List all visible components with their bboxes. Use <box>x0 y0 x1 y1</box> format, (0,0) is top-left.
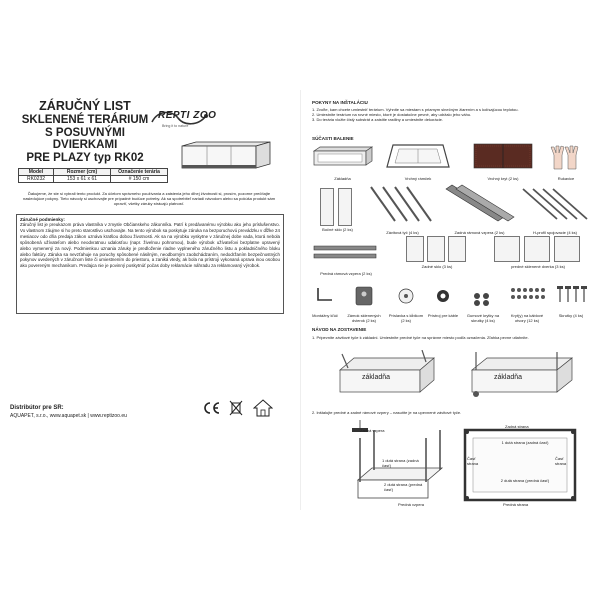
part-rear-struts <box>442 183 517 236</box>
part-wrench <box>308 284 342 324</box>
logo-tagline: Bring it to nature <box>162 124 189 128</box>
step2-label: Časť strana <box>467 456 479 466</box>
part-caption: Gumové krytky na skrutky (4 ks) <box>466 313 500 323</box>
distributor-label: Distribútor pre SR: <box>10 405 64 411</box>
step2-label: 2 dutá strana (predná časť) <box>500 478 550 483</box>
suction-cup-icon <box>388 284 424 308</box>
step2-diagram-left <box>338 420 448 512</box>
spec-cell-model: RK0232 <box>19 176 54 183</box>
part-hole-covers <box>505 284 549 324</box>
assembly-step-2: 2. Inštalujte predné a zadné rámové vzpery – nasuňte je na upevnené závitové tyče. <box>312 410 462 415</box>
instruction-item: 2. Umiestnite terárium na rovné miesto, ktoré je dostatočne pevné, aby udržalo jeho váhu. <box>312 112 472 117</box>
distributor-text: AQUAPET, s.r.o., www.aquapet.sk | www.reptizoo.eu <box>10 413 127 419</box>
part-door-lock <box>342 284 386 324</box>
step2-label: Zadná vzpera <box>360 428 385 433</box>
screw-icon <box>550 284 592 308</box>
part-front-doors <box>488 236 588 276</box>
part-caption: Zadné sklo (3 ks) <box>421 264 453 269</box>
part-rear-glass <box>402 236 472 276</box>
page-divider <box>300 90 301 510</box>
part-threaded-rods <box>365 183 440 236</box>
warranty-text: Záručný list je preukazom práva vlastníka v zmysle Občianskeho zákonníka. Patrí k predávanému výrobku ako jeho príslušenstvo. Vo vlastnom záujme si ho preto starostlivo uschovajte. Na tento výrobok sa poskytuje záruka na bezporuchovú prevádzku v dĺžke 24 mesiacov odo dňa predaja zákon uznáva kratšou dobou životnosti. Ak sa na výrobku vyskytne v záručnej dobe vada, ktorá nebola spôsobená užívateľom alebo neodvratnou udalosťou (napr. živelnou pohromou), bude výrobok užívateľovi bezplatne opravený alebo vymenený za nový. Podmienkou uznania záruky je predloženie riadne vyplneného záručného listu a pokladničného bloku alebo faktúry. Záruka sa nevzťahuje na poruchy spôsobené násilným, neodborným zaobchádzaním, nedodržaním bezpečnostných pokynov uvedených v záručnom liste či umiestnením do priestoru, a zaniká vtedy, ak bola na prístroji vykonaná oprava inou osobou ako povereným mechanikom. Predajca nie je povinný poskytnúť počas doby reklamácie náhradu za reklamovaný výrobok. <box>20 222 280 269</box>
part-front-struts <box>310 240 382 276</box>
step2-label: 1 dutá strana (zadná časť) <box>382 458 419 468</box>
step1-diagram-left <box>330 350 440 405</box>
allen-key-icon <box>308 284 342 308</box>
logo-brand: REPTI ZOO <box>158 110 217 121</box>
step2-label: Predná strana <box>503 502 529 507</box>
spec-cell-size: 153 x 61 x 61 <box>54 176 111 183</box>
part-h-profiles <box>517 183 593 236</box>
parts-heading: SÚČASTI BALENIE <box>312 136 354 141</box>
spec-header-model: Model <box>19 169 54 176</box>
part-caption: Bočné sklo (2 ks) <box>322 227 353 232</box>
part-caption: Kryt(y) na káblové otvory (12 ks) <box>510 313 544 323</box>
step2-diagram-right <box>455 420 585 512</box>
assembly-step-1: 1. Pripevnite závitové tyče k základni. Umiestnite predné tyče na správne miesto podľa označenia. Zľahka pevne utiahnite. <box>312 335 529 340</box>
part-caption: Prístroj pre káble <box>427 313 459 318</box>
warranty-box <box>16 214 284 314</box>
part-caption: H-profil spojovacie (4 ks) <box>532 230 577 235</box>
title-line-1: ZÁRUČNÝ LIST <box>39 99 131 113</box>
reptizoo-logo <box>148 104 230 134</box>
instructions-heading: POKYNY NA INŠTALÁCIU <box>312 100 368 105</box>
rubber-cap-icon <box>462 284 504 308</box>
title-line-3: S POSUVNÝMI DVIERKAMI <box>45 127 125 151</box>
part-caption: Skrutky (4 ks) <box>558 313 584 318</box>
part-top-frame <box>385 143 451 179</box>
part-caption: Závitová tyč (4 ks) <box>386 230 419 235</box>
title-line-2: SKLENENÉ TERÁRIUM <box>21 113 149 126</box>
spec-header-size: Rozmer (cm) <box>54 169 111 176</box>
distributor-block <box>10 405 190 419</box>
assembly-heading: NÁVOD NA ZOSTAVENIE <box>312 327 367 332</box>
spec-cell-designation: # 150 cm <box>111 176 168 183</box>
part-caption: Vrchný rámček <box>404 176 432 181</box>
part-caption: Montážny kľúč <box>312 313 338 318</box>
instruction-item: 3. Do terária vložte čistý substrát a zaistite rastliny a umiestnite dekorácie. <box>312 117 443 122</box>
step1-diagram-right <box>462 350 582 405</box>
door-lock-icon <box>342 284 386 308</box>
part-screws <box>550 284 592 324</box>
part-caption: Zámok sklenených dvierok (2 ks) <box>347 313 381 323</box>
instruction-item: 1. Zvoľte, kam chcete umiestniť terárium. Vyhnite sa miestam s priamym slnečným žiarením a s kolísajúcou teplotou. <box>312 107 519 112</box>
step2-label: Časť strana <box>555 456 567 466</box>
document-title <box>20 100 150 165</box>
part-suction-hinge <box>388 284 424 324</box>
step2-label: 1 dutá strana (zadná časť) <box>501 440 549 445</box>
thanks-paragraph: Ďakujeme, že ste si vybrali tento produkt. Za účelom správneho používania a zaistenia jeho dlhej životnosti si, prosím, pozorne prečítajte nasledujúce pokyny. Tieto návody si uschovajte pre prípadné budúce potreby. Ak sa spotrebiteľ nariadi návodom alebo sa pokúša produkt sám opraviť, všetky záruky strácajú platnosť. <box>22 191 276 206</box>
part-caption: Zadná rámová vzpera (2 ks) <box>454 230 505 235</box>
ce-mark-icon <box>202 401 222 415</box>
part-caption: Príslavka s kĺbikom (2 ks) <box>388 313 424 323</box>
step2-label: Predná vzpera <box>398 502 425 507</box>
gloves-icon <box>546 143 586 171</box>
indoor-house-icon <box>253 399 273 417</box>
spec-table <box>18 168 168 183</box>
part-side-glass <box>310 188 365 236</box>
hole-cover-icon <box>505 284 549 308</box>
part-cable-pass <box>426 284 460 324</box>
step1-base-label: základňa <box>494 374 523 381</box>
part-caption: Predná rámová vzpera (2 ks) <box>320 271 372 276</box>
step2-label: Zadná strana <box>505 424 529 429</box>
cable-grommet-icon <box>426 284 460 308</box>
weee-bin-icon <box>229 400 243 416</box>
part-caption: Vrchný kryt (2 ks) <box>487 176 519 181</box>
part-top-cover <box>468 142 538 179</box>
part-caption: Rukavice <box>557 176 575 181</box>
spec-header-designation: Označenie terária <box>111 169 168 176</box>
instructions-list <box>312 107 592 122</box>
step1-base-label: základňa <box>362 374 391 381</box>
part-caption: predné sklenené dverka (3 ks) <box>511 264 565 269</box>
warranty-heading: Záručné podmienky: <box>20 217 65 222</box>
terrarium-illustration <box>176 140 276 172</box>
part-base <box>310 145 375 179</box>
title-line-4: PRE PLAZY typ RK02 <box>26 152 144 164</box>
part-caption: Základňa <box>334 176 351 181</box>
part-rubber-caps <box>462 284 504 324</box>
part-gloves <box>546 143 586 179</box>
step2-label: 2 dutá strana (predná časť) <box>384 482 423 492</box>
